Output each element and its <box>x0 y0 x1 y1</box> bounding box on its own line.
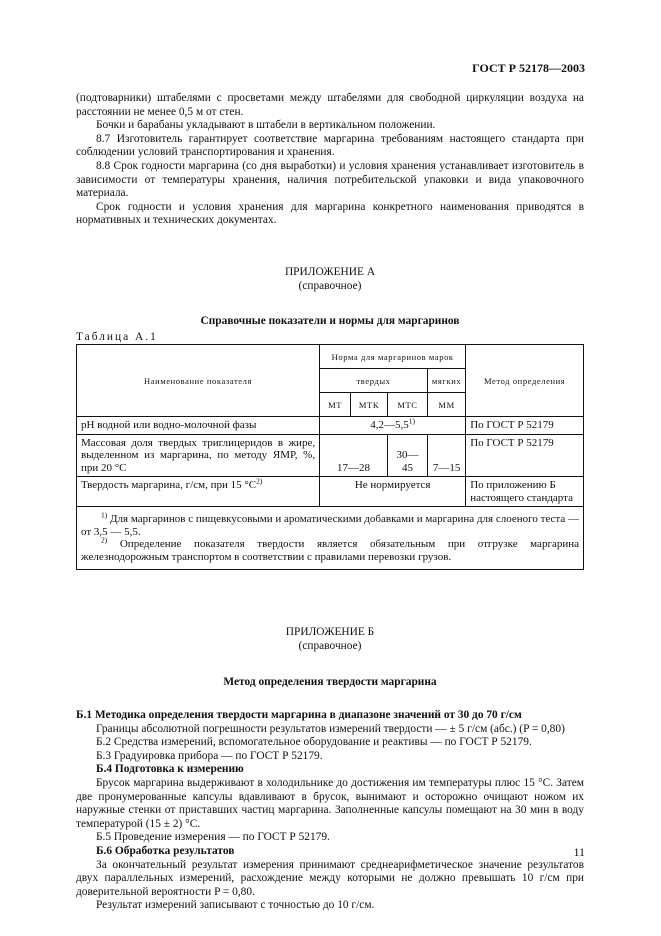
paragraph: Результат измерений записывают с точностью до 10 г/см. <box>96 899 375 912</box>
paragraph: 8.8 Срок годности маргарина (со дня выработки) и условия хранения устанавливает изготовитель в зависимости от температуры хранения, наличия потребительской упаковки и вида упаковочного материала. <box>76 159 584 200</box>
paragraph: Б.5 Проведение измерения — по ГОСТ Р 52179. <box>96 831 330 844</box>
grade-mt: МТ <box>320 393 351 417</box>
table-row <box>77 417 584 435</box>
paragraph: Границы абсолютной погрешности результатов измерений твердости — ± 5 г/см (абс.) (P = 0,80) <box>96 722 565 735</box>
footnote: $^{1)}$ Для маргаринов с пищевкусовыми и ароматическими добавками и маргарина для слоеного теста — от 3,5 — 5,5. <box>81 510 580 538</box>
grade-mtk: МТК <box>351 393 388 417</box>
table-row <box>77 434 584 477</box>
row-value: 4,2—5,5$^{1)}$ <box>320 417 466 435</box>
row-name: pH водной или водно-молочной фазы <box>77 417 320 435</box>
annex-a-type: (справочное) <box>298 279 362 292</box>
paragraph: Б.2 Средства измерений, вспомогательное оборудование и реактивы — по ГОСТ Р 52179. <box>96 736 532 749</box>
header-name: Наименование показателя <box>77 345 320 417</box>
table-row <box>77 477 584 507</box>
annex-b-title: Метод определения твердости маргарина <box>223 675 437 688</box>
row-name: Твердость маргарина, г/см, при 15 $^\circ С^{2)}$ <box>77 477 320 507</box>
row-value: 30—45 <box>387 434 427 477</box>
footnote: $^{2)}$ Определение показателя твердости является обязательным при отгрузке маргарина железнодорожным транспортом в соответствии с правилами перевозки грузов. <box>81 535 579 563</box>
header-method: Метод определения <box>466 345 584 417</box>
reference-table <box>76 344 584 570</box>
table-label: Таблица А.1 <box>76 330 158 343</box>
paragraph: Бочки и барабаны укладывают в штабели в вертикальном положении. <box>96 119 436 132</box>
table-notes <box>77 507 584 570</box>
header-soft: мягких <box>427 369 465 393</box>
grade-mm: ММ <box>427 393 465 417</box>
paragraph: За окончательный результат измерения принимают среднеарифметическое значение результатов двух параллельных измерений, расхождение между которыми не должно превышать 10 г/см при доверительной вероятности P = 0,80. <box>76 858 584 898</box>
annex-b-label: ПРИЛОЖЕНИЕ Б <box>285 626 375 639</box>
grade-mts: МТС <box>387 393 427 417</box>
paragraph: Срок годности и условия хранения для маргарина конкретного наименования приводятся в нормативных и технических документах. <box>76 200 584 227</box>
annex-b-type: (справочное) <box>298 639 362 652</box>
header-norm: Норма для маргаринов марок <box>320 345 466 369</box>
page-content <box>76 92 584 913</box>
header-hard: твердых <box>320 369 428 393</box>
row-method: По приложению Б настоящего стандарта <box>466 477 584 507</box>
paragraph: (подтоварники) штабелями с просветами между штабелями для свободной циркуляции воздуха на расстоянии не менее 0,5 м от стен. <box>76 92 584 118</box>
paragraph: Брусок маргарина выдерживают в холодильнике до достижения им температуры плюс 15 °С. Затем две пронумерованные капсулы вдавливают в брусок, вынимают и осторожно очищают ножом их наружные стенки от приставших частиц маргарина. Заполненные капсулы помещают на 30 мин в воду температурой (15 ± 2) °С. <box>76 777 584 830</box>
section-heading: Б.4 Подготовка к измерению <box>96 763 244 776</box>
row-method: По ГОСТ Р 52179 <box>466 417 584 435</box>
row-value: 7—15 <box>427 434 465 477</box>
row-name: Массовая доля твердых триглицеридов в жире, выделенном из маргарина, по методу ЯМР, %, при 20 °С <box>77 434 320 477</box>
section-heading: Б.1 Методика определения твердости маргарина в диапазоне значений от 30 до 70 г/см <box>76 709 522 722</box>
section-heading: Б.6 Обработка результатов <box>96 845 235 858</box>
annex-a-title: Справочные показатели и нормы для маргаринов <box>200 315 460 328</box>
annex-a-label: ПРИЛОЖЕНИЕ А <box>284 265 376 278</box>
row-value: Не нормируется <box>320 477 466 507</box>
page-number: 11 <box>573 845 585 859</box>
document-header: ГОСТ Р 52178—2003 <box>472 61 585 75</box>
paragraph: 8.7 Изготовитель гарантирует соответствие маргарина требованиям настоящего стандарта при соблюдении условий транспортирования и хранения. <box>76 132 584 159</box>
row-method: По ГОСТ Р 52179 <box>466 434 584 477</box>
paragraph: Б.3 Градуировка прибора — по ГОСТ Р 52179. <box>96 749 323 762</box>
row-value: 17—28 <box>320 434 388 477</box>
